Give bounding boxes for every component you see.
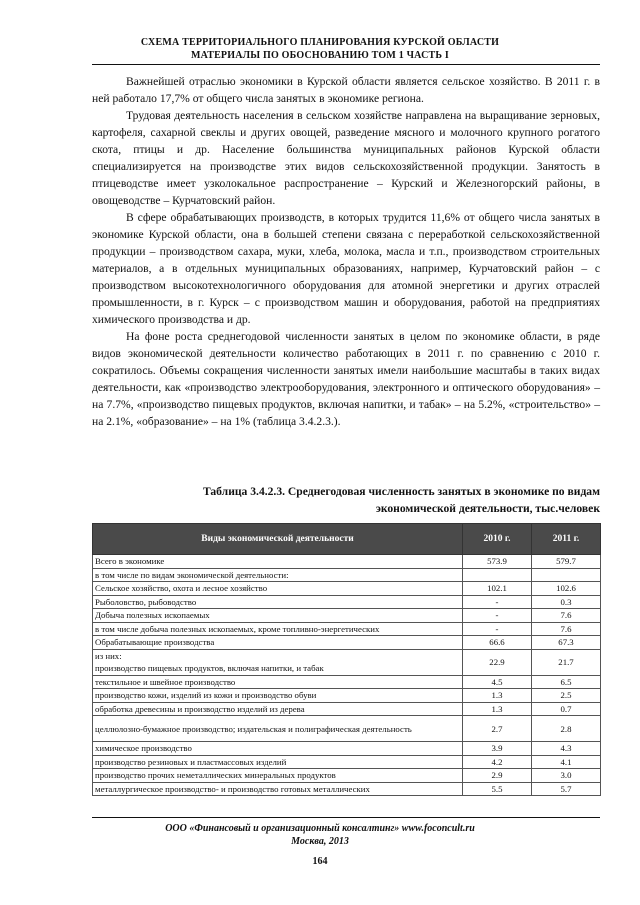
table-row <box>93 568 601 582</box>
table-row <box>93 755 601 769</box>
cell-2011: 2.8 <box>532 716 601 742</box>
table-caption-line2: экономической деятельности, тыс.человек <box>375 502 600 515</box>
cell-2011: 102.6 <box>532 582 601 596</box>
employment-table <box>92 523 601 796</box>
cell-activity: производство прочих неметаллических минеральных продуктов <box>93 769 463 783</box>
cell-2011: 0.7 <box>532 702 601 716</box>
table-row <box>93 689 601 703</box>
cell-2010: 573.9 <box>463 555 532 569</box>
cell-2010: - <box>463 622 532 636</box>
table-row <box>93 782 601 796</box>
cell-activity: целлюлозно-бумажное производство; издательская и полиграфическая деятельность <box>93 716 463 742</box>
table-caption-line1: Таблица 3.4.2.3. Среднегодовая численность занятых в экономике по видам <box>202 485 600 498</box>
cell-2011: 5.7 <box>532 782 601 796</box>
cell-2010 <box>463 568 532 582</box>
table-row <box>93 555 601 569</box>
cell-2011: 4.3 <box>532 742 601 756</box>
table-row <box>93 582 601 596</box>
table-row <box>93 742 601 756</box>
cell-2011: 3.0 <box>532 769 601 783</box>
paragraph: Трудовая деятельность населения в сельском хозяйстве направлена на выращивание зерновых, картофеля, сахарной свеклы и других овощей, разведение мясного и молочного крупного рогатого скота, птицы и др. Население большинства муниципальных районов Курской области специализируется на производстве этих видов сельскохозяйственной продукции. Занятость в птицеводстве имеет узколокальное распространение – Курский и Железногорский районы, в овощеводстве – Курчатовский район. <box>92 109 600 207</box>
cell-activity: производство резиновых и пластмассовых изделий <box>93 755 463 769</box>
cell-activity: в том числе по видам экономической деятельности: <box>93 568 463 582</box>
cell-2011: 7.6 <box>532 609 601 623</box>
cell-activity: Рыболовство, рыбоводство <box>93 595 463 609</box>
cell-2010: 3.9 <box>463 742 532 756</box>
header-divider <box>92 64 600 65</box>
cell-activity: Сельское хозяйство, охота и лесное хозяйство <box>93 582 463 596</box>
footer-city-year: Москва, 2013 <box>291 836 349 847</box>
cell-2011: 4.1 <box>532 755 601 769</box>
cell-activity: производство кожи, изделий из кожи и производство обуви <box>93 689 463 703</box>
table-row <box>93 609 601 623</box>
cell-activity: в том числе добыча полезных ископаемых, кроме топливно-энергетических <box>93 622 463 636</box>
column-header-2010: 2010 г. <box>463 524 532 555</box>
header-subtitle: МАТЕРИАЛЫ ПО ОБОСНОВАНИЮ ТОМ 1 ЧАСТЬ I <box>191 50 449 61</box>
cell-2011: 67.3 <box>532 636 601 650</box>
table-row <box>93 595 601 609</box>
cell-2010: - <box>463 609 532 623</box>
column-header-activity: Виды экономической деятельности <box>93 524 463 555</box>
table-row <box>93 636 601 650</box>
cell-2010: - <box>463 595 532 609</box>
cell-activity: Добыча полезных ископаемых <box>93 609 463 623</box>
cell-2010: 22.9 <box>463 649 532 675</box>
cell-activity: металлургическое производство- и производство готовых металлических <box>93 782 463 796</box>
column-header-2011: 2011 г. <box>532 524 601 555</box>
cell-2010: 2.9 <box>463 769 532 783</box>
table-row <box>93 622 601 636</box>
table-row <box>93 769 601 783</box>
table-row <box>93 649 601 675</box>
page-number: 164 <box>312 856 328 867</box>
cell-2010: 4.2 <box>463 755 532 769</box>
footer-divider <box>92 817 600 818</box>
cell-activity: Всего в экономике <box>93 555 463 569</box>
table-row <box>93 702 601 716</box>
cell-2010: 2.7 <box>463 716 532 742</box>
cell-2010: 102.1 <box>463 582 532 596</box>
cell-2011: 579.7 <box>532 555 601 569</box>
cell-activity: из них: производство пищевых продуктов, включая напитки, и табак <box>93 649 463 675</box>
header-title: СХЕМА ТЕРРИТОРИАЛЬНОГО ПЛАНИРОВАНИЯ КУРСКОЙ ОБЛАСТИ <box>140 37 500 48</box>
cell-activity: химическое производство <box>93 742 463 756</box>
cell-activity: обработка древесины и производство изделий из дерева <box>93 702 463 716</box>
table-row <box>93 675 601 689</box>
cell-2011: 2.5 <box>532 689 601 703</box>
cell-2011: 6.5 <box>532 675 601 689</box>
cell-2010: 66.6 <box>463 636 532 650</box>
table-body <box>93 555 601 796</box>
table-row <box>93 716 601 742</box>
paragraph: На фоне роста среднегодовой численности занятых в целом по экономике области, в ряде видов экономической деятельности количество работающих в 2011 г. по сравнению с 2010 г. сократилось. Объемы сокращения численности занятых имели наибольшие масштабы в таких видах деятельности, как «производство электрооборудования, электронного и оптического оборудования» – на 7.7%, «производство пищевых продуктов, включая напитки, и табак» – на 5.2%, «строительство» – на 2.1%, «образование» – на 1% (таблица 3.4.2.3.). <box>92 330 600 428</box>
cell-2010: 1.3 <box>463 702 532 716</box>
paragraph: В сфере обрабатывающих производств, в которых трудится 11,6% от общего числа занятых в экономике Курской области, она в большей степени связана с переработкой сельскохозяйственной продукции – производством сахара, муки, хлеба, молока, масла и т.п., производством строительных материалов, а в отдельных муниципальных образованиях, например, Курчатовский район – с производством высокотехнологичного оборудования для атомной энергетики и других отраслей промышленности, в г. Курск – с производством машин и оборудования, работой на предприятиях химического производства и др. <box>92 211 600 326</box>
body-text <box>92 73 600 430</box>
paragraph: Важнейшей отраслью экономики в Курской области является сельское хозяйство. В 2011 г. в ней работало 17,7% от общего числа занятых в экономике региона. <box>92 75 600 105</box>
footer-company: ООО «Финансовый и организационный консалтинг» www.foconcult.ru <box>165 823 475 834</box>
cell-2010: 1.3 <box>463 689 532 703</box>
cell-2011 <box>532 568 601 582</box>
cell-2010: 5.5 <box>463 782 532 796</box>
cell-2011: 7.6 <box>532 622 601 636</box>
cell-2011: 0.3 <box>532 595 601 609</box>
table-header-row <box>93 524 601 555</box>
cell-activity: Обрабатывающие производства <box>93 636 463 650</box>
cell-activity: текстильное и швейное производство <box>93 675 463 689</box>
cell-2010: 4.5 <box>463 675 532 689</box>
cell-2011: 21.7 <box>532 649 601 675</box>
